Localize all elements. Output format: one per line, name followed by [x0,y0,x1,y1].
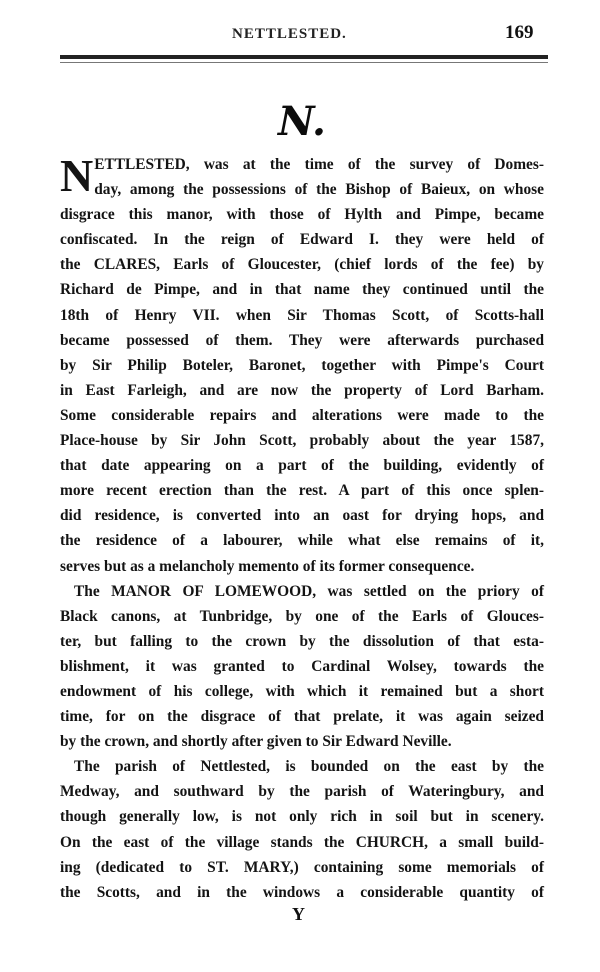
text-line: ETTLESTED, was at the time of the survey of Domes- [94,156,544,173]
text-line: Richard de Pimpe, and in that name they continued until the [60,281,544,299]
text-line: the Scotts, and in the windows a considerable quantity of [60,883,544,901]
text-line: endowment of his college, with which it remained but a short [60,682,544,700]
text-line: The parish of Nettlested, is bounded on the east by the [74,758,544,776]
text-line: Medway, and southward by the parish of Wateringbury, and [60,783,544,801]
text-line: 18th of Henry VII. when Sir Thomas Scott, of Scotts-hall [60,306,544,324]
header-rule-thin [60,62,548,63]
catchword: Y [292,904,305,924]
page-number: 169 [505,22,534,43]
body-text [60,152,544,905]
header-rule [60,55,548,59]
text-line: did residence, is converted into an oast for drying hops, and [60,507,544,525]
text-line: Black canons, at Tunbridge, by one of the Earls of Glouces- [60,607,544,625]
text-line: the residence of a labourer, while what else remains of it, [60,532,544,550]
text-line: became possessed of them. They were afterwards purchased [60,331,544,349]
section-letter: N. [278,98,326,145]
text-line: the CLARES, Earls of Gloucester, (chief lords of the fee) by [60,256,544,274]
paragraph-2 [60,579,544,755]
text-line: though generally low, is not only rich in soil but in scenery. [60,808,544,826]
drop-cap: N [60,150,94,201]
text-line: serves but as a melancholy memento of its former consequence. [60,557,475,575]
paragraph-1 [60,152,544,579]
text-line: On the east of the village stands the CHURCH, a small build- [60,833,544,851]
text-line: ter, but falling to the crown by the dissolution of that esta- [60,632,544,650]
text-line: more recent erection than the rest. A part of this once splen- [60,482,544,500]
text-line: disgrace this manor, with those of Hylth and Pimpe, became [60,206,544,224]
text-line: Some considerable repairs and alterations were made to the [60,406,544,424]
text-line: ing (dedicated to ST. MARY,) containing some memorials of [60,858,544,876]
paragraph-3 [60,754,544,905]
text-line: by Sir Philip Boteler, Baronet, together with Pimpe's Court [60,356,544,374]
text-line: day, among the possessions of the Bishop of Baieux, on whose [94,181,544,199]
text-line: confiscated. In the reign of Edward I. they were held of [60,231,544,249]
text-line: in East Farleigh, and are now the property of Lord Barham. [60,381,544,399]
text-line: Place-house by Sir John Scott, probably about the year 1587, [60,432,544,450]
text-line: that date appearing on a part of the building, evidently of [60,457,544,475]
text-line: by the crown, and shortly after given to Sir Edward Neville. [60,733,452,751]
text-line: time, for on the disgrace of that prelate, it was again seized [60,708,544,726]
running-head: NETTLESTED. [232,26,347,42]
text-line: The MANOR OF LOMEWOOD, was settled on the priory of [74,582,544,600]
text-line: blishment, it was granted to Cardinal Wolsey, towards the [60,657,544,675]
